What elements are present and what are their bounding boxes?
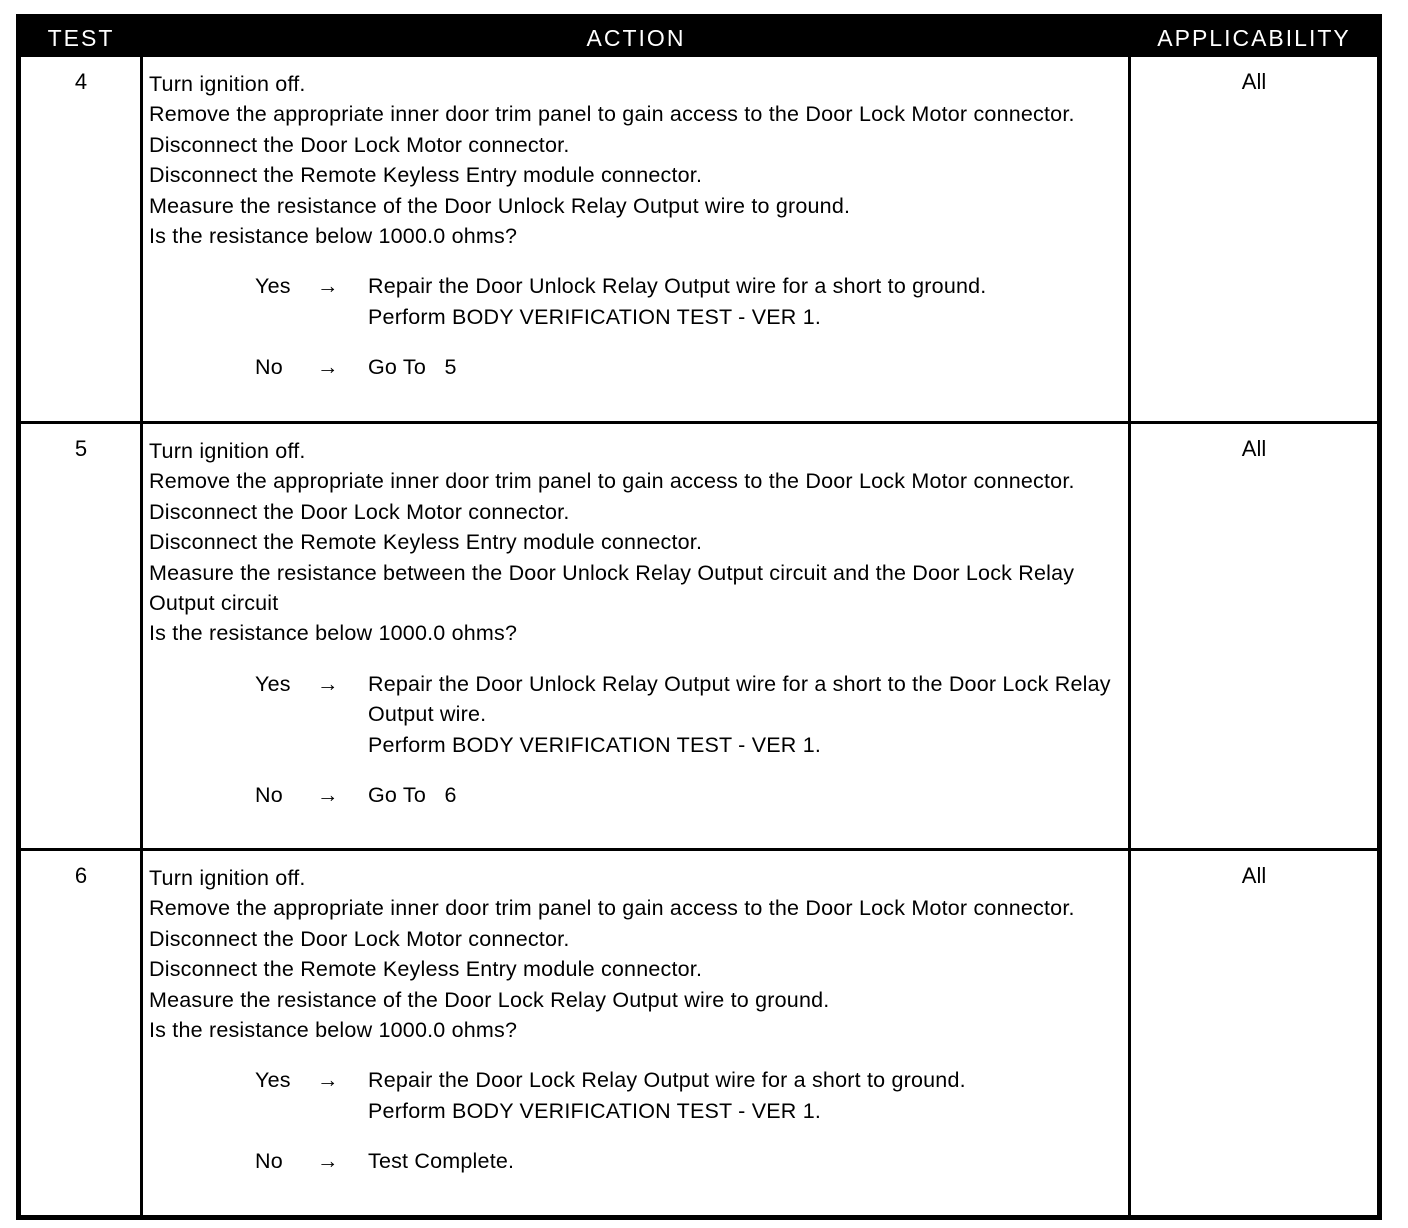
yes-text	[368, 669, 1124, 760]
action-step: Measure the resistance between the Door Unlock Relay Output circuit and the Door Lock Relay Output circuit	[149, 560, 1075, 616]
result-line: Repair the Door Unlock Relay Output wire for a short to ground.	[368, 274, 987, 299]
arrow-right-icon: →	[317, 783, 339, 808]
result-line: Repair the Door Unlock Relay Output wire for a short to the Door Lock Relay Output wire.	[368, 671, 1111, 727]
result-line: Test Complete.	[368, 1149, 515, 1174]
arrow-right-icon: →	[317, 274, 339, 299]
applicability-value: All	[1241, 69, 1267, 94]
no-label: No	[255, 355, 283, 380]
no-result	[149, 352, 1124, 382]
header-action: ACTION	[586, 25, 686, 51]
result-line: Perform BODY VERIFICATION TEST - VER 1.	[368, 732, 822, 757]
no-label: No	[255, 1149, 283, 1174]
applicability-value: All	[1241, 863, 1267, 888]
applicability-value: All	[1241, 436, 1267, 461]
action-step: Measure the resistance of the Door Unlock Relay Output wire to ground.	[149, 193, 851, 218]
action-step: Turn ignition off.	[149, 439, 306, 463]
yes-result	[149, 1065, 1124, 1126]
action-step: Turn ignition off.	[149, 866, 306, 890]
no-text	[368, 1146, 1124, 1176]
result-line: Perform BODY VERIFICATION TEST - VER 1.	[368, 304, 822, 329]
test-number: 5	[74, 436, 88, 461]
result-line: Repair the Door Lock Relay Output wire for a short to ground.	[368, 1068, 966, 1093]
yes-result	[149, 271, 1124, 332]
table-row	[21, 424, 1377, 848]
test-number: 4	[74, 69, 88, 94]
header-test: TEST	[47, 25, 115, 51]
yes-text	[368, 1065, 1124, 1126]
action-question: Is the resistance below 1000.0 ohms?	[149, 224, 518, 249]
yes-text	[368, 271, 1124, 332]
no-label: No	[255, 783, 283, 808]
action-step: Remove the appropriate inner door trim panel to gain access to the Door Lock Motor connector.	[149, 102, 1075, 127]
action-question: Is the resistance below 1000.0 ohms?	[149, 621, 518, 646]
action-step: Disconnect the Door Lock Motor connector.	[149, 499, 570, 524]
action-step: Turn ignition off.	[149, 72, 306, 96]
result-line: Perform BODY VERIFICATION TEST - VER 1.	[368, 1098, 822, 1123]
arrow-right-icon: →	[317, 355, 339, 380]
no-result	[149, 1146, 1124, 1176]
no-result	[149, 780, 1124, 810]
action-step: Remove the appropriate inner door trim panel to gain access to the Door Lock Motor connector.	[149, 469, 1075, 494]
no-text	[368, 352, 1124, 382]
yes-label: Yes	[255, 274, 291, 299]
header-applicability: APPLICABILITY	[1157, 25, 1351, 51]
table-header	[21, 19, 1377, 57]
action-cell	[149, 69, 1124, 383]
action-step: Disconnect the Remote Keyless Entry module connector.	[149, 530, 703, 555]
result-line: Go To 6	[368, 783, 457, 808]
action-step: Measure the resistance of the Door Lock Relay Output wire to ground.	[149, 987, 830, 1012]
yes-label: Yes	[255, 671, 291, 696]
yes-result	[149, 669, 1124, 760]
table-row	[21, 851, 1377, 1215]
action-cell	[149, 436, 1124, 810]
arrow-right-icon: →	[317, 1149, 339, 1174]
diagnostic-test-table	[16, 14, 1382, 1220]
action-cell	[149, 863, 1124, 1177]
action-question: Is the resistance below 1000.0 ohms?	[149, 1018, 518, 1043]
action-step: Disconnect the Door Lock Motor connector.	[149, 132, 570, 157]
arrow-right-icon: →	[317, 1068, 339, 1093]
action-step: Disconnect the Door Lock Motor connector.	[149, 926, 570, 951]
yes-label: Yes	[255, 1068, 291, 1093]
result-line: Go To 5	[368, 355, 457, 380]
test-number: 6	[74, 863, 88, 888]
table-row	[21, 57, 1377, 421]
action-step: Disconnect the Remote Keyless Entry module connector.	[149, 163, 703, 188]
arrow-right-icon: →	[317, 671, 339, 696]
action-step: Disconnect the Remote Keyless Entry module connector.	[149, 957, 703, 982]
no-text	[368, 780, 1124, 810]
action-step: Remove the appropriate inner door trim panel to gain access to the Door Lock Motor connector.	[149, 896, 1075, 921]
